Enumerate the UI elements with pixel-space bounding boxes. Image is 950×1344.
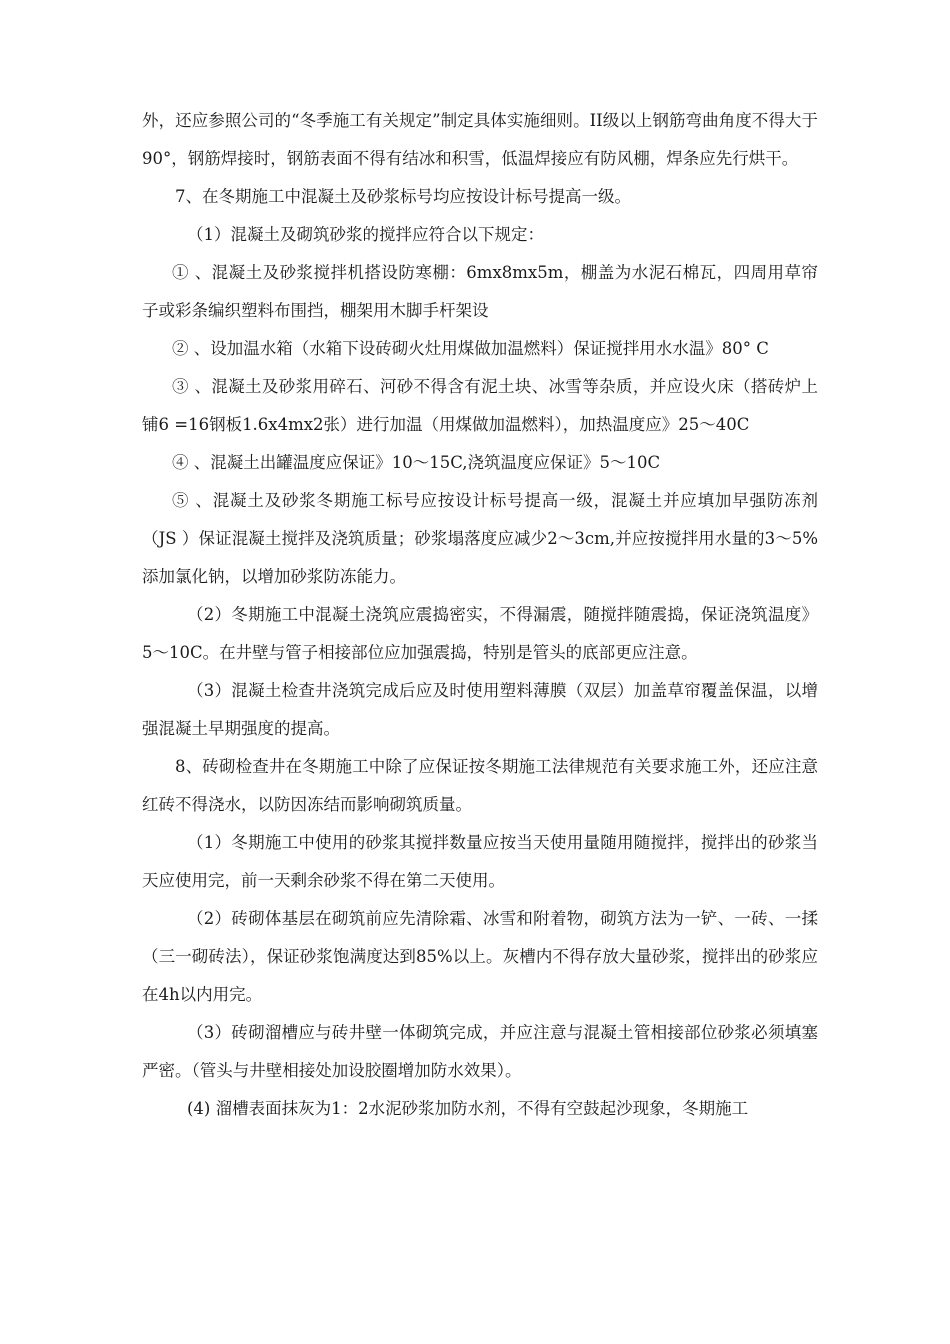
paragraph-subitem-8-1: （1）冬期施工中使用的砂浆其搅拌数量应按当天使用量随用随搅拌，搅拌出的砂浆当天应使用完，前一天剩余砂浆不得在第二天使用。 xyxy=(142,833,818,890)
paragraph-item-8: 8、砖砌检查井在冬期施工中除了应保证按冬期施工法律规范有关要求施工外，还应注意红砖不得浇水，以防因冻结而影响砌筑质量。 xyxy=(142,757,818,814)
paragraph-circle-1: ① 、混凝土及砂浆搅拌机搭设防寒棚：6mx8mx5m，棚盖为水泥石棉瓦，四周用草帘子或彩条编织塑料布围挡，棚架用木脚手杆架设 xyxy=(142,263,818,320)
paragraph-rebar-continuation: 外，还应参照公司的“冬季施工有关规定”制定具体实施细则。II级以上钢筋弯曲角度不得大于90°，钢筋焊接时，钢筋表面不得有结冰和积雪，低温焊接应有防风棚，焊条应先行烘干。 xyxy=(142,111,818,168)
paragraph-item-7: 7、在冬期施工中混凝土及砂浆标号均应按设计标号提高一级。 xyxy=(175,187,631,206)
paragraph-subitem-8-3: （3）砖砌溜槽应与砖井壁一体砌筑完成，并应注意与混凝土管相接部位砂浆必须填塞严密。（管头与井壁相接处加设胶圈增加防水效果）。 xyxy=(142,1023,818,1080)
paragraph-circle-2: ② 、设加温水箱（水箱下设砖砌火灶用煤做加温燃料）保证搅拌用水水温》80° C xyxy=(172,339,769,358)
paragraph-circle-3: ③ 、混凝土及砂浆用碎石、河砂不得含有泥土块、冰雪等杂质，并应设火床（搭砖炉上铺6 =16钢板1.6x4mx2张）进行加温（用煤做加温燃料），加热温度应》25〜40C xyxy=(142,377,818,434)
paragraph-subitem-8-4: (4) 溜槽表面抹灰为1：2水泥砂浆加防水剂，不得有空鼓起沙现象，冬期施工 xyxy=(187,1099,749,1118)
paragraph-subitem-7-2: （2）冬期施工中混凝土浇筑应震捣密实，不得漏震，随搅拌随震捣，保证浇筑温度》5〜10C。在井壁与管子相接部位应加强震捣，特别是管头的底部更应注意。 xyxy=(142,605,818,662)
paragraph-subitem-7-3: （3）混凝土检查井浇筑完成后应及时使用塑料薄膜（双层）加盖草帘覆盖保温，以增强混凝土早期强度的提高。 xyxy=(142,681,818,738)
paragraph-circle-4: ④ 、混凝土出罐温度应保证》10〜15C,浇筑温度应保证》5〜10C xyxy=(172,453,661,472)
paragraph-subitem-8-2: （2）砖砌体基层在砌筑前应先清除霜、冰雪和附着物，砌筑方法为一铲、一砖、一揉（三一砌砖法），保证砂浆饱满度达到85%以上。灰槽内不得存放大量砂浆，搅拌出的砂浆应在4h以内用完。 xyxy=(142,909,818,1004)
document-body xyxy=(142,102,818,1128)
paragraph-subitem-7-1: （1）混凝土及砌筑砂浆的搅拌应符合以下规定： xyxy=(187,225,544,244)
paragraph-circle-5: ⑤ 、混凝土及砂浆冬期施工标号应按设计标号提高一级，混凝土并应填加早强防冻剂（JS ）保证混凝土搅拌及浇筑质量；砂浆塌落度应减少2〜3cm,并应按搅拌用水量的3〜5%添加氯化钠，以增加砂浆防冻能力。 xyxy=(142,491,818,586)
